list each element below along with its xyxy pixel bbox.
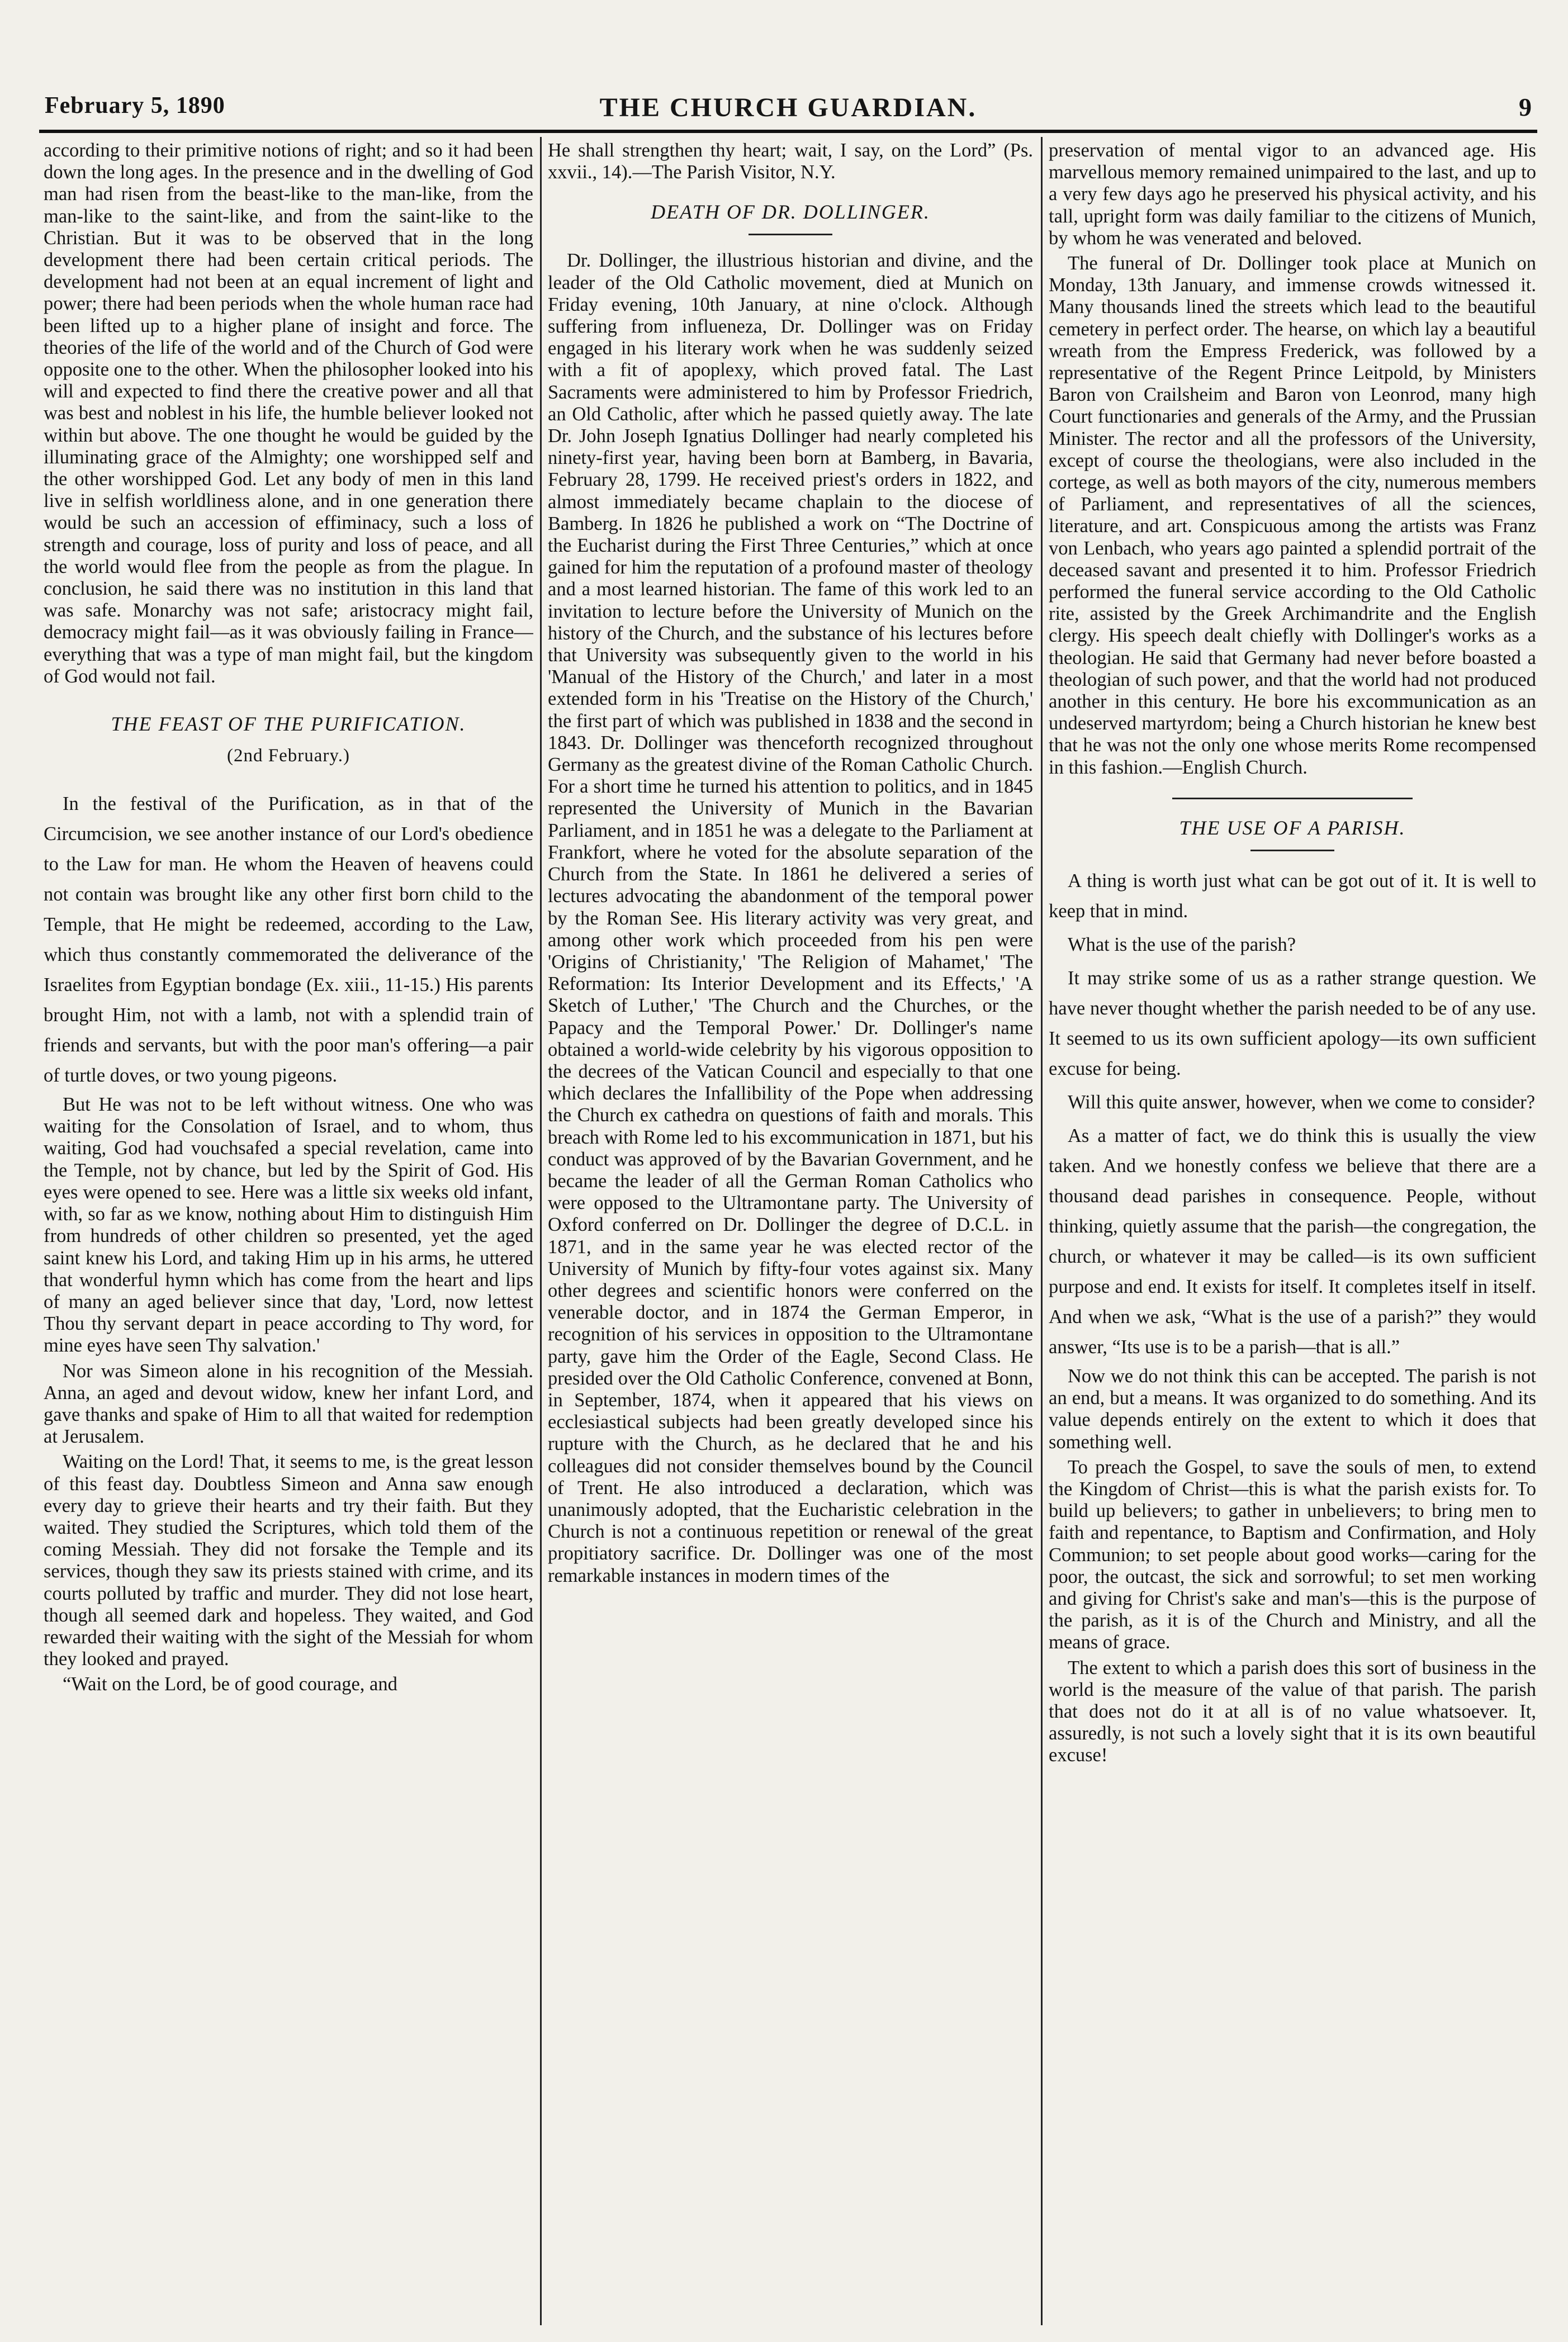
article-paragraph: But He was not to be left without witness. One who was waiting for the Consolation of Israel, and to whom, thus waiting, God had vouchsafed a special revelation, came into the Temple, not by chance, but led by the Spirit of God. His eyes were opened to see. Here was a little six weeks old infant, with, so far as we know, nothing about Him to distinguish Him from hundreds of other children so presented, yet the aged saint knew his Lord, and taking Him up in his arms, he uttered that wonderful hymn which has come from the heart and lips of many an aged believer since that day, 'Lord, now lettest Thou thy servant depart in peace according to Thy word, for mine eyes have seen Thy salvation.': [44, 1094, 533, 1357]
article-paragraph: In the festival of the Purification, as in that of the Circumcision, we see another instance of our Lord's obedience to the Law for man. He whom the Heaven of heavens could not contain was brought like any other first born child to the Temple, that He might be redeemed, according to the Law, which thus constantly commemorated the deliverance of the Israelites from Egyptian bondage (Ex. xiii., 11-15.) His parents brought Him, not with a lamb, not with a splendid train of friends and servants, but with the poor man's offering—a pair of turtle doves, or two young pigeons.: [44, 793, 533, 1087]
article-paragraph: preservation of mental vigor to an advanced age. His marvellous memory remained unimpaired to the last, and up to a very few days ago he preserved his physical activity, and his tall, upright form was daily familiar to the citizens of Munich, by whom he was venerated and beloved.: [1049, 140, 1536, 249]
article-paragraph: To preach the Gospel, to save the souls of men, to extend the Kingdom of Christ—this is what the parish exists for. To build up believers; to gather in unbelievers; to bring men to faith and repentance, to Baptism and Confirmation, and Holy Communion; to set people about good works—caring for the poor, the outcast, the sick and sorrowful; to set men working and giving for Christ's sake and man's—this is the purpose of the parish, as it is of the Church and Ministry, and all the means of grace.: [1049, 1456, 1536, 1653]
article-paragraph: Waiting on the Lord! That, it seems to me, is the great lesson of this feast day. Doubtless Simeon and Anna saw enough every day to grieve their hearts and try their faith. But they waited. They studied the Scriptures, which told them of the coming Messiah. They did not forsake the Temple and its services, though they saw its priests stained with crime, and its courts polluted by traffic and murder. They did not lose heart, though all seemed dark and hopeless. They waited, and God rewarded their waiting with the sight of the Messiah for whom they looked and prayed.: [44, 1451, 533, 1670]
article-paragraph: The extent to which a parish does this sort of business in the world is the measure of the value of that parish. The parish that does not do it at all is of no value whatsoever. It, assuredly, is not such a lovely sight that it is its own beautiful excuse!: [1049, 1657, 1536, 1766]
column-divider: [540, 137, 542, 2325]
article-paragraph: “Wait on the Lord, be of good courage, and: [63, 1673, 397, 1695]
article-paragraph: As a matter of fact, we do think this is usually the view taken. And we honestly confess we believe that there are a thousand dead parishes in consequence. People, without thinking, quietly assume that the parish—the congregation, the church, or whatever it may be called—is its own sufficient purpose and end. It exists for itself. It completes itself in itself. And when we ask, “What is the use of a parish?” they would answer, “Its use is to be a parish—that is all.”: [1049, 1125, 1536, 1358]
header-rule: [39, 130, 1537, 133]
article-separator: [1172, 798, 1413, 799]
masthead: THE CHURCH GUARDIAN.: [599, 93, 977, 122]
page-number: 9: [1519, 93, 1532, 121]
article-subtitle: (2nd February.): [227, 746, 350, 766]
article-title: THE USE OF A PARISH.: [1179, 816, 1406, 839]
title-rule: [749, 234, 832, 235]
article-paragraph: Now we do not think this can be accepted. The parish is not an end, but a means. It was organized to do something. And its value depends entirely on the extent to which it does that something well.: [1049, 1365, 1536, 1453]
article-paragraph: He shall strengthen thy heart; wait, I say, on the Lord” (Ps. xxvii., 14).—The Parish Visitor, N.Y.: [548, 140, 1033, 183]
article-paragraph: Dr. Dollinger, the illustrious historian and divine, and the leader of the Old Catholic movement, died at Munich on Friday evening, 10th January, at nine o'clock. Although suffering from influeneza, Dr. Dollinger was on Friday engaged in his literary work when he was suddenly seized with a fit of apoplexy, which proved fatal. The Last Sacraments were administered to him by Professor Friedrich, an Old Catholic, after which he passed quietly away. The late Dr. John Joseph Ignatius Dollinger had nearly completed his ninety-first year, having been born at Bamberg, in Bavaria, February 28, 1799. He received priest's orders in 1822, and almost immediately became chaplain to the diocese of Bamberg. In 1826 he published a work on “The Doctrine of the Eucharist during the First Three Centuries,” which at once gained for him the reputation of a profound master of theology and a most learned historian. The fame of this work led to an invitation to lecture before the University of Munich on the history of the Church, and the substance of his lectures before that University was subsequently given to the world in his 'Manual of the History of the Church,' and later in a most extended form in his 'Treatise on the History of the Church,' the first part of which was published in 1838 and the second in 1843. Dr. Dollinger was thenceforth recognized throughout Germany as the greatest divine of the Roman Catholic Church. For a short time he turned his attention to politics, and in 1845 represented the University of Munich in the Bavarian Parliament, and in 1851 he was a delegate to the Parliament at Frankfort, where he voted for the absolute separation of the Church from the State. In 1861 he delivered a series of lectures advocating the abandonment of the temporal power by the Roman See. His literary activity was very great, and among other work which proceeded from his pen were 'Origins of Christianity,' 'The Religion of Mahamet,' 'The Reformation: Its Interior Development and its Effects,' 'A Sketch of Luther,' 'The Church and the Churches, or the Papacy and the Temporal Power.' Dr. Dollinger's name obtained a world-wide celebrity by his vigorous opposition to the decrees of the Vatican Council and especially to that one which declares the Infallibility of the Pope when addressing the Church ex cathedra on questions of faith and morals. This breach with Rome led to his excommunication in 1871, but his conduct was approved of by the Bavarian Government, and he became the leader of all the German Roman Catholics who were opposed to the Ultramontane party. The University of Oxford conferred on Dr. Dollinger the degree of D.C.L. in 1871, and in the same year he was elected rector of the University of Munich by fifty-four votes against six. Many other degrees and scientific honors were conferred on the venerable doctor, and in 1874 the German Emperor, in recognition of his services in opposition to the Ultramontane party, gave him the Order of the Eagle, Second Class. He presided over the Old Catholic Conference, convened at Bonn, in September, 1874, when it appeared that his views on ecclesiastical subjects had been greatly developed since his rupture with the Church, as he declared that he and his colleagues did not consider themselves bound by the Council of Trent. He also introduced a declaration, which was unanimously adopted, that the Eucharistic celebration in the Church is not a continuous repetition or renewal of the great propitiatory sacrifice. Dr. Dollinger was one of the most remarkable instances in modern times of the: [548, 250, 1033, 1586]
article-paragraph: What is the use of the parish?: [1068, 933, 1296, 955]
article-paragraph: A thing is worth just what can be got out of it. It is well to keep that in mind.: [1049, 870, 1536, 922]
page-header: [45, 92, 1532, 131]
article-paragraph: according to their primitive notions of right; and so it had been down the long ages. In the presence and in the dwelling of God man had risen from the beast-like to the man-like, from the man-like to the saint-like, and from the saint-like to the Christian. But it was to be observed that in the long development there had been certain critical periods. The development had not been at an equal increment of light and power; there had been periods when the whole human race had been lifted up to a higher plane of insight and force. The theories of the life of the world and of the Church of God were opposite one to the other. When the philosopher looked into his will and expected to find there the creative power and all that was best and noblest in his life, the humble believer looked not within but above. The one thought he would be guided by the illuminating grace of the Almighty; one worshipped self and the other worshipped God. Let any body of men in this land live in selfish worldliness alone, and in one generation there would be such an accession of effiminacy, such a loss of strength and courage, loss of purity and loss of peace, and all the world would flee from the people as from the plague. In conclusion, he said there was no institution in this land that was safe. Monarchy was not safe; aristocracy might fail, democracy might fail—as it was obviously failing in France—everything that was a type of man might fail, but the kingdom of God would not fail.: [44, 140, 533, 687]
column-3: [1049, 140, 1536, 2325]
article-paragraph: Nor was Simeon alone in his recognition of the Messiah. Anna, an aged and devout widow, knew her infant Lord, and gave thanks and spake of Him to all that waited for redemption at Jerusalem.: [44, 1360, 533, 1448]
article-title: THE FEAST OF THE PURIFICATION.: [111, 713, 466, 736]
article-paragraph: The funeral of Dr. Dollinger took place at Munich on Monday, 13th January, and immense crowds witnessed it. Many thousands lined the streets which lead to the beautiful cemetery in perfect order. The hearse, on which lay a beautiful wreath from the Empress Frederick, was followed by a representative of the Regent Prince Leitpold, by Ministers Baron von Crailsheim and Baron von Leonrod, many high Court functionaries and generals of the Army, and the Prussian Minister. The rector and all the professors of the University, except of course the theologians, were also included in the cortege, as well as both mayors of the city, numerous members of Parliament, and representatives of all the sciences, literature, and art. Conspicuous among the artists was Franz von Lenbach, who years ago painted a splendid portrait of the deceased savant and presented it to him. Professor Friedrich performed the funeral service according to the Old Catholic rite, assisted by the Greek Archimandrite and the English clergy. His speech dealt chiefly with Dollinger's works as a theologian. He said that Germany had never before boasted a theologian of such power, and that the world had not produced another in this century. He bore his excommunication as an undeserved martyrdom; being a Church historian he knew best that he was not the only one whose merits Rome recompensed in this fashion.—English Church.: [1049, 253, 1536, 778]
column-divider: [1041, 137, 1043, 2325]
title-rule: [1250, 850, 1334, 851]
issue-date: February 5, 1890: [45, 93, 225, 118]
article-paragraph: It may strike some of us as a rather strange question. We have never thought whether the parish needed to be of any use. It seemed to us its own sufficient apology—its own sufficient excuse for being.: [1049, 967, 1536, 1079]
column-1: [44, 140, 533, 2325]
article-title: DEATH OF DR. DOLLINGER.: [651, 201, 930, 224]
column-2: [548, 140, 1033, 2325]
article-paragraph: Will this quite answer, however, when we come to consider?: [1068, 1091, 1536, 1113]
